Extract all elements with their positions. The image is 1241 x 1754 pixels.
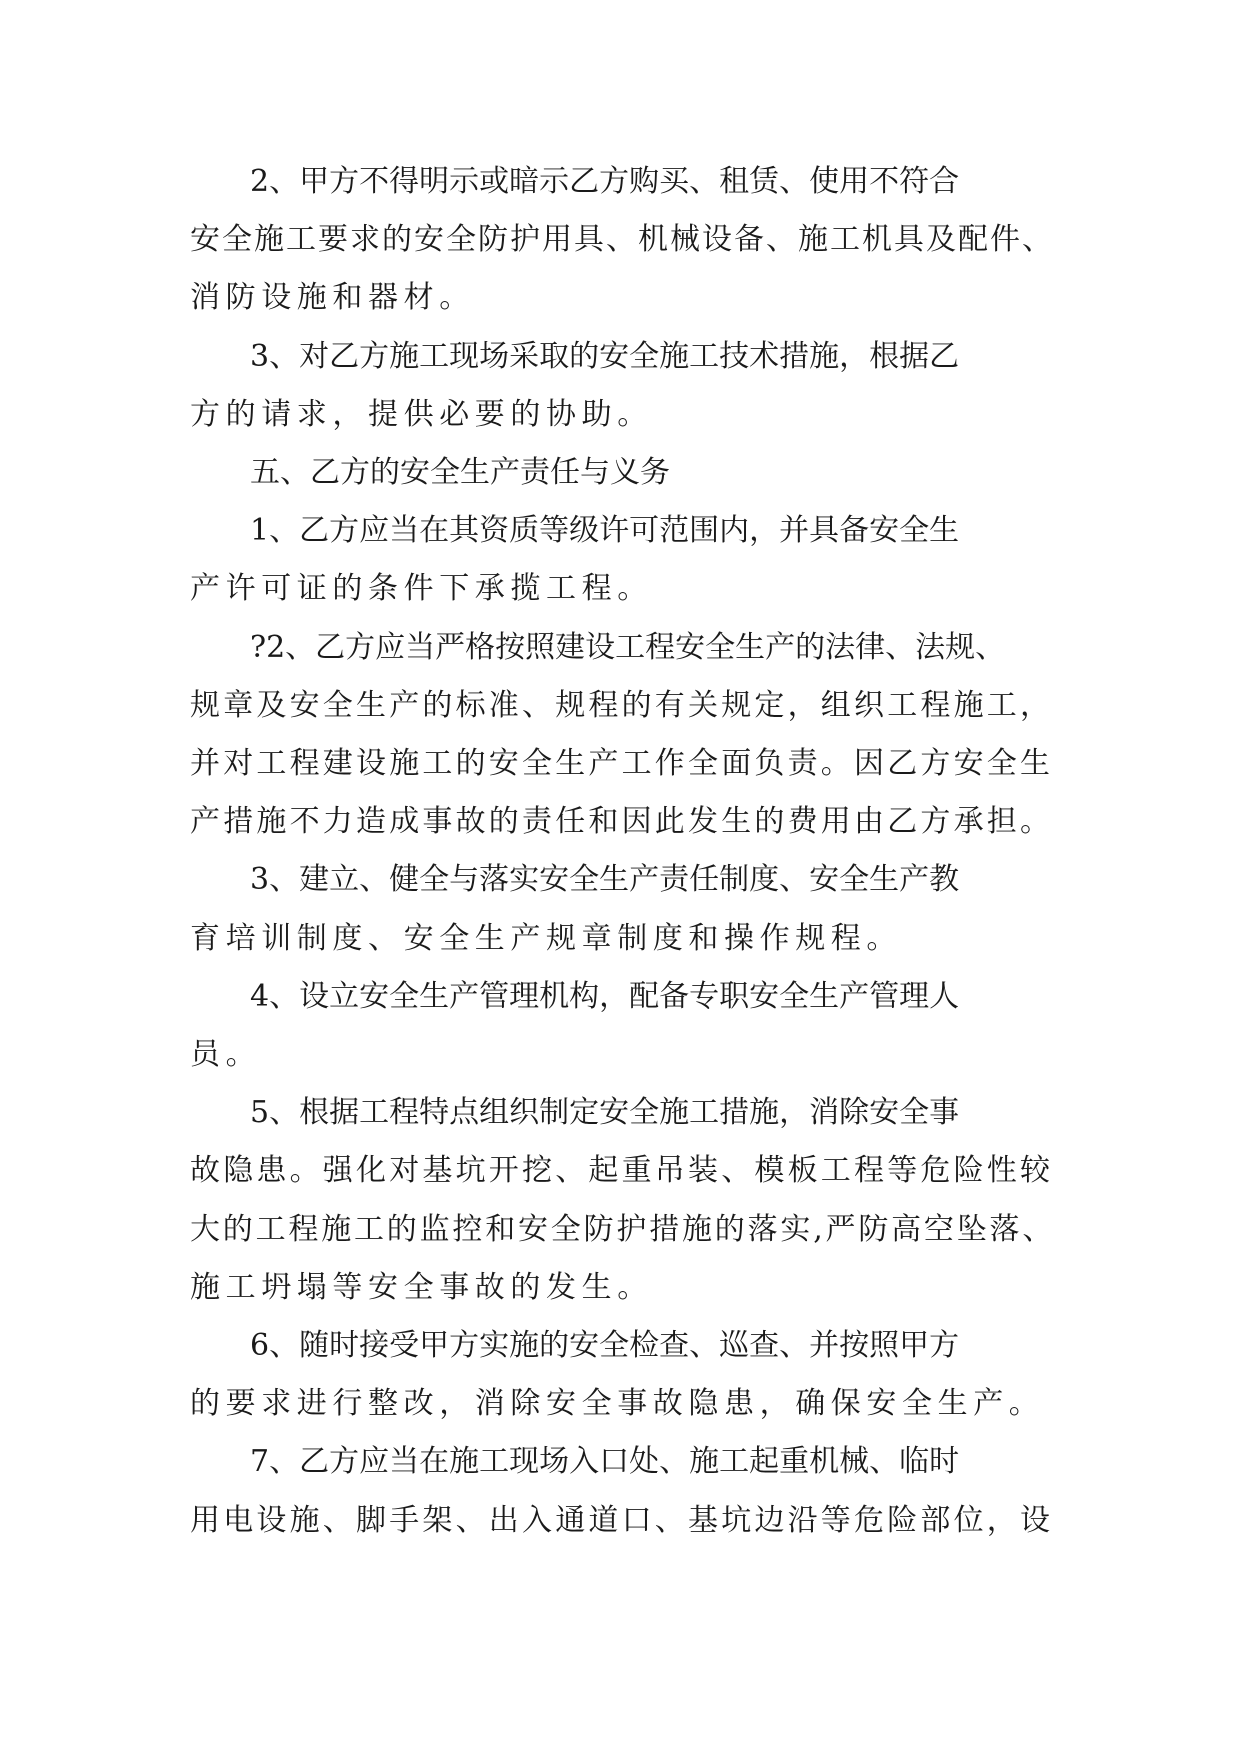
text-line: 故隐患。强化对基坑开挖、起重吊装、模板工程等危险性较 [190,1153,1054,1189]
text-line: 2、甲方不得明示或暗示乙方购买、租赁、使用不符合 [250,164,960,199]
text-line: 产许可证的条件下承揽工程。 [190,571,653,607]
document-page [190,153,1060,1550]
text-line: 5、根据工程特点组织制定安全施工措施，消除安全事 [250,1095,960,1131]
text-line: 规章及安全生产的标准、规程的有关规定，组织工程施工， [190,687,1054,723]
paragraph-party-b-7 [190,1433,1060,1549]
text-line: 并对工程建设施工的安全生产工作全面负责。因乙方安全生 [190,746,1054,782]
paragraph-party-b-2 [190,619,1060,852]
paragraph-obligation-2 [190,153,1060,328]
paragraph-party-b-6 [190,1317,1060,1433]
section-heading-five [190,444,1060,502]
text-line: 五、乙方的安全生产责任与义务 [250,455,670,491]
text-line: 施工坍塌等安全事故的发生。 [190,1269,653,1305]
text-line: 用电设施、脚手架、出入通道口、基坑边沿等危险部位，设 [190,1502,1054,1538]
text-line: 1、乙方应当在其资质等级许可范围内，并具备安全生 [250,513,960,549]
text-line: 6、随时接受甲方实施的安全检查、巡查、并按照甲方 [250,1328,960,1364]
text-line: 3、对乙方施工现场采取的安全施工技术措施，根据乙 [250,338,960,374]
text-line: 员。 [190,1037,262,1073]
text-line: ?2、乙方应当严格按照建设工程安全生产的法律、法规、 [250,629,1006,665]
text-line: 安全施工要求的安全防护用具、机械设备、施工机具及配件、 [190,222,1054,258]
text-line: 产措施不力造成事故的责任和因此发生的费用由乙方承担。 [190,804,1054,840]
text-line: 的要求进行整改，消除安全事故隐患，确保安全生产。 [190,1386,1045,1422]
paragraph-party-b-4 [190,968,1060,1084]
text-line: 3、建立、健全与落实安全生产责任制度、安全生产教 [250,862,960,898]
paragraph-party-b-1 [190,502,1060,618]
paragraph-party-b-3 [190,851,1060,967]
text-line: 大的工程施工的监控和安全防护措施的落实,严防高空坠落、 [190,1211,1056,1247]
text-line: 4、设立安全生产管理机构，配备专职安全生产管理人 [250,978,960,1014]
paragraph-obligation-3 [190,328,1060,444]
text-line: 方的请求，提供必要的协助。 [190,396,653,432]
text-line: 7、乙方应当在施工现场入口处、施工起重机械、临时 [250,1444,960,1480]
text-line: 消防设施和器材。 [190,280,475,316]
text-line: 育培训制度、安全生产规章制度和操作规程。 [190,920,902,956]
paragraph-party-b-5 [190,1084,1060,1317]
